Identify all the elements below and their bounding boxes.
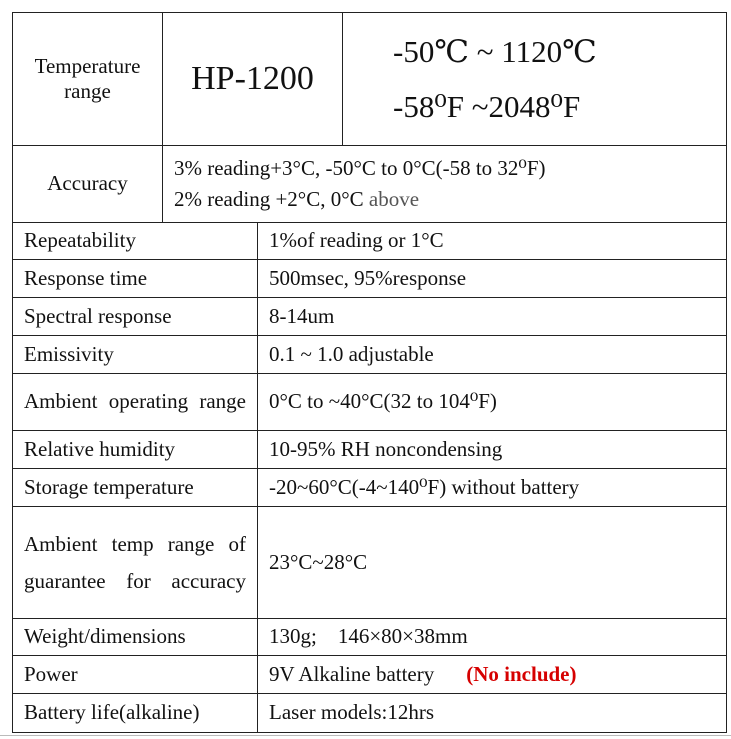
spec-value: 0°C to ~40°C(32 to 104⁰F): [258, 374, 727, 431]
spec-row: [13, 619, 727, 656]
spec-label: Power: [13, 656, 258, 694]
accuracy-label: Accuracy: [13, 146, 163, 223]
spec-value: 500msec, 95%response: [258, 260, 727, 298]
spec-value: Laser models:12hrs: [258, 694, 727, 733]
spec-label: Response time: [13, 260, 258, 298]
spec-row: [13, 469, 727, 507]
spec-label: Emissivity: [13, 336, 258, 374]
spec-value: 1%of reading or 1°C: [258, 223, 727, 260]
accuracy-line-2-main: 2% reading +2°C, 0°C: [174, 187, 364, 211]
spec-row: [13, 374, 727, 431]
spec-row: [13, 694, 727, 733]
temperature-range-label: Temperature range: [13, 13, 163, 146]
spec-label: Ambient operating range: [13, 374, 258, 431]
spec-label: Repeatability: [13, 223, 258, 260]
spec-table: [12, 12, 727, 733]
spec-row: [13, 223, 727, 260]
spec-value: -20~60°C(-4~140⁰F) without battery: [258, 469, 727, 507]
spec-value: 130g; 146×80×38mm: [258, 619, 727, 656]
accuracy-row: [13, 146, 727, 223]
spec-label: Spectral response: [13, 298, 258, 336]
spec-row: [13, 298, 727, 336]
temperature-range-row: [13, 13, 727, 146]
spec-label: Ambient temp range of guarantee for accuracy: [13, 507, 258, 619]
accuracy-line-2-tail: above: [363, 187, 420, 211]
accuracy-line-2: [174, 187, 715, 212]
spec-value: [258, 656, 727, 694]
spec-label: Relative humidity: [13, 431, 258, 469]
spec-row: [13, 656, 727, 694]
temperature-range-values: [343, 13, 727, 146]
spec-row: [13, 336, 727, 374]
spec-label: Battery life(alkaline): [13, 694, 258, 733]
range-fahrenheit: -58⁰F ~2048⁰F: [393, 89, 581, 124]
spec-value: 0.1 ~ 1.0 adjustable: [258, 336, 727, 374]
spec-row: [13, 260, 727, 298]
accuracy-line-1: 3% reading+3°C, -50°C to 0°C(-58 to 32⁰F): [174, 155, 546, 180]
range-celsius: -50℃ ~ 1120℃: [393, 33, 597, 69]
spec-label: Weight/dimensions: [13, 619, 258, 656]
power-value: 9V Alkaline battery: [269, 661, 435, 686]
spec-label: Storage temperature: [13, 469, 258, 507]
model-name: HP-1200: [163, 13, 343, 146]
power-note: (No include): [466, 661, 577, 686]
bottom-divider: [0, 735, 731, 736]
spec-row: [13, 507, 727, 619]
accuracy-value: [163, 146, 727, 223]
spec-value: 23°C~28°C: [258, 507, 727, 619]
spec-row: [13, 431, 727, 469]
spec-value: 10-95% RH noncondensing: [258, 431, 727, 469]
spec-value: 8-14um: [258, 298, 727, 336]
